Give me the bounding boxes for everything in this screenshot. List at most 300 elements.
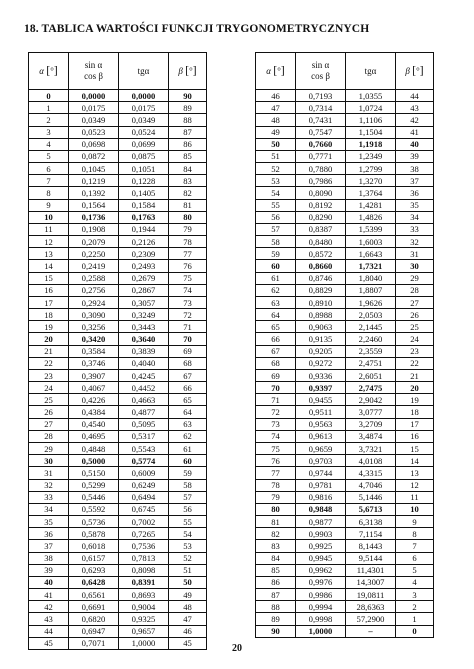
table-row bbox=[256, 491, 434, 503]
cell-beta: 0 bbox=[396, 625, 434, 637]
table-row bbox=[256, 479, 434, 491]
table-row bbox=[256, 187, 434, 199]
cell-alpha: 87 bbox=[256, 589, 296, 601]
table-row bbox=[29, 516, 207, 528]
cell-beta: 90 bbox=[169, 90, 207, 102]
table-row bbox=[29, 430, 207, 442]
cell-tg: 0,6494 bbox=[119, 491, 169, 503]
cell-tg: 0,3839 bbox=[119, 345, 169, 357]
cell-sin: 0,8090 bbox=[296, 187, 346, 199]
cell-alpha: 69 bbox=[256, 369, 296, 381]
cell-alpha: 42 bbox=[29, 601, 69, 613]
cell-sin: 0,2079 bbox=[69, 236, 119, 248]
cell-alpha: 9 bbox=[29, 199, 69, 211]
cell-beta: 70 bbox=[169, 333, 207, 345]
cell-tg: 2,0503 bbox=[346, 309, 396, 321]
cell-sin: 0,5299 bbox=[69, 479, 119, 491]
table-row bbox=[29, 479, 207, 491]
cell-tg: 2,4751 bbox=[346, 357, 396, 369]
cell-tg: 1,4826 bbox=[346, 211, 396, 223]
cell-beta: 33 bbox=[396, 223, 434, 235]
cell-beta: 9 bbox=[396, 516, 434, 528]
cell-sin: 0,6293 bbox=[69, 564, 119, 576]
cell-sin: 0,8829 bbox=[296, 284, 346, 296]
table-row bbox=[29, 260, 207, 272]
cell-tg: 1,9626 bbox=[346, 296, 396, 308]
table-row bbox=[29, 491, 207, 503]
header-alpha-degrees: α [°] bbox=[256, 53, 296, 90]
cell-sin: 0,9613 bbox=[296, 430, 346, 442]
table-row bbox=[256, 455, 434, 467]
header-sin-cos: sin α cos β bbox=[296, 53, 346, 90]
table-row bbox=[256, 540, 434, 552]
cell-sin: 0,0000 bbox=[69, 90, 119, 102]
cell-tg: – bbox=[346, 625, 396, 637]
cell-alpha: 6 bbox=[29, 163, 69, 175]
table-row bbox=[256, 601, 434, 613]
table-row bbox=[256, 369, 434, 381]
cell-alpha: 52 bbox=[256, 163, 296, 175]
cell-tg: 1,0724 bbox=[346, 102, 396, 114]
cell-tg: 0,7536 bbox=[119, 540, 169, 552]
cell-tg: 5,6713 bbox=[346, 503, 396, 515]
cell-alpha: 21 bbox=[29, 345, 69, 357]
cell-beta: 41 bbox=[396, 126, 434, 138]
cell-sin: 0,9976 bbox=[296, 576, 346, 588]
table-row bbox=[256, 345, 434, 357]
cell-sin: 0,9659 bbox=[296, 442, 346, 454]
cell-alpha: 5 bbox=[29, 150, 69, 162]
table-row bbox=[256, 613, 434, 625]
cell-tg: 1,8807 bbox=[346, 284, 396, 296]
cell-alpha: 57 bbox=[256, 223, 296, 235]
table-row bbox=[29, 552, 207, 564]
cell-tg: 0,2679 bbox=[119, 272, 169, 284]
table-row bbox=[29, 345, 207, 357]
cell-tg: 0,5774 bbox=[119, 455, 169, 467]
cell-sin: 0,9998 bbox=[296, 613, 346, 625]
table-row bbox=[29, 114, 207, 126]
cell-sin: 0,7314 bbox=[296, 102, 346, 114]
cell-beta: 26 bbox=[396, 309, 434, 321]
cell-beta: 42 bbox=[396, 114, 434, 126]
cell-sin: 0,8387 bbox=[296, 223, 346, 235]
cell-tg: 2,7475 bbox=[346, 382, 396, 394]
cell-sin: 0,2250 bbox=[69, 248, 119, 260]
cell-alpha: 84 bbox=[256, 552, 296, 564]
cell-alpha: 4 bbox=[29, 138, 69, 150]
cell-beta: 21 bbox=[396, 369, 434, 381]
cell-sin: 0,1392 bbox=[69, 187, 119, 199]
cell-tg: 0,5317 bbox=[119, 430, 169, 442]
cell-beta: 11 bbox=[396, 491, 434, 503]
cell-beta: 10 bbox=[396, 503, 434, 515]
table-row bbox=[256, 430, 434, 442]
cell-sin: 0,4067 bbox=[69, 382, 119, 394]
cell-beta: 50 bbox=[169, 576, 207, 588]
cell-alpha: 18 bbox=[29, 309, 69, 321]
cell-sin: 1,0000 bbox=[296, 625, 346, 637]
table-row bbox=[29, 272, 207, 284]
cell-sin: 0,8660 bbox=[296, 260, 346, 272]
cell-alpha: 51 bbox=[256, 150, 296, 162]
cell-tg: 0,4040 bbox=[119, 357, 169, 369]
cell-tg: 1,1918 bbox=[346, 138, 396, 150]
table-row bbox=[256, 175, 434, 187]
cell-tg: 0,3249 bbox=[119, 309, 169, 321]
cell-beta: 32 bbox=[396, 236, 434, 248]
cell-sin: 0,9272 bbox=[296, 357, 346, 369]
cell-beta: 25 bbox=[396, 321, 434, 333]
cell-alpha: 34 bbox=[29, 503, 69, 515]
cell-beta: 55 bbox=[169, 516, 207, 528]
table-row bbox=[256, 503, 434, 515]
cell-beta: 31 bbox=[396, 248, 434, 260]
cell-sin: 0,9703 bbox=[296, 455, 346, 467]
cell-tg: 19,0811 bbox=[346, 589, 396, 601]
cell-beta: 17 bbox=[396, 418, 434, 430]
cell-tg: 0,4663 bbox=[119, 394, 169, 406]
cell-sin: 0,9816 bbox=[296, 491, 346, 503]
cell-alpha: 8 bbox=[29, 187, 69, 199]
cell-tg: 0,7813 bbox=[119, 552, 169, 564]
cell-alpha: 46 bbox=[256, 90, 296, 102]
table-row bbox=[256, 102, 434, 114]
cell-sin: 0,3584 bbox=[69, 345, 119, 357]
table-row bbox=[29, 467, 207, 479]
table-row bbox=[29, 199, 207, 211]
cell-sin: 0,1736 bbox=[69, 211, 119, 223]
cell-beta: 56 bbox=[169, 503, 207, 515]
cell-alpha: 59 bbox=[256, 248, 296, 260]
cell-beta: 47 bbox=[169, 613, 207, 625]
cell-tg: 1,1504 bbox=[346, 126, 396, 138]
cell-beta: 22 bbox=[396, 357, 434, 369]
cell-tg: 2,9042 bbox=[346, 394, 396, 406]
cell-alpha: 10 bbox=[29, 211, 69, 223]
cell-tg: 0,2493 bbox=[119, 260, 169, 272]
cell-tg: 1,7321 bbox=[346, 260, 396, 272]
cell-alpha: 68 bbox=[256, 357, 296, 369]
cell-sin: 0,6157 bbox=[69, 552, 119, 564]
cell-beta: 40 bbox=[396, 138, 434, 150]
table-row bbox=[29, 150, 207, 162]
cell-sin: 0,9744 bbox=[296, 467, 346, 479]
cell-beta: 63 bbox=[169, 418, 207, 430]
table-row bbox=[29, 576, 207, 588]
cell-sin: 0,9336 bbox=[296, 369, 346, 381]
table-row bbox=[29, 175, 207, 187]
table-row bbox=[256, 211, 434, 223]
cell-tg: 57,2900 bbox=[346, 613, 396, 625]
cell-sin: 0,8988 bbox=[296, 309, 346, 321]
cell-sin: 0,7431 bbox=[296, 114, 346, 126]
header-alpha-degrees: α [°] bbox=[29, 53, 69, 90]
trig-table-left bbox=[28, 52, 207, 650]
cell-beta: 15 bbox=[396, 442, 434, 454]
cell-alpha: 89 bbox=[256, 613, 296, 625]
cell-alpha: 25 bbox=[29, 394, 69, 406]
cell-tg: 1,3764 bbox=[346, 187, 396, 199]
cell-sin: 0,5736 bbox=[69, 516, 119, 528]
cell-sin: 0,5446 bbox=[69, 491, 119, 503]
cell-tg: 0,6009 bbox=[119, 467, 169, 479]
cell-beta: 29 bbox=[396, 272, 434, 284]
cell-sin: 0,7880 bbox=[296, 163, 346, 175]
table-row bbox=[29, 126, 207, 138]
cell-beta: 4 bbox=[396, 576, 434, 588]
table-row bbox=[29, 540, 207, 552]
cell-beta: 79 bbox=[169, 223, 207, 235]
cell-beta: 86 bbox=[169, 138, 207, 150]
cell-beta: 6 bbox=[396, 552, 434, 564]
table-row bbox=[29, 589, 207, 601]
table-row bbox=[29, 625, 207, 637]
cell-sin: 0,6018 bbox=[69, 540, 119, 552]
cell-beta: 13 bbox=[396, 467, 434, 479]
cell-sin: 0,4540 bbox=[69, 418, 119, 430]
table-row bbox=[29, 601, 207, 613]
cell-alpha: 53 bbox=[256, 175, 296, 187]
cell-tg: 7,1154 bbox=[346, 528, 396, 540]
cell-tg: 2,6051 bbox=[346, 369, 396, 381]
cell-tg: 9,5144 bbox=[346, 552, 396, 564]
table-row bbox=[256, 296, 434, 308]
cell-beta: 19 bbox=[396, 394, 434, 406]
cell-beta: 35 bbox=[396, 199, 434, 211]
cell-alpha: 0 bbox=[29, 90, 69, 102]
table-row bbox=[29, 248, 207, 260]
cell-alpha: 22 bbox=[29, 357, 69, 369]
cell-beta: 75 bbox=[169, 272, 207, 284]
cell-sin: 0,3256 bbox=[69, 321, 119, 333]
page-number: 20 bbox=[232, 643, 242, 654]
cell-sin: 0,9962 bbox=[296, 564, 346, 576]
table-row bbox=[256, 236, 434, 248]
cell-beta: 12 bbox=[396, 479, 434, 491]
cell-beta: 8 bbox=[396, 528, 434, 540]
table-row bbox=[256, 248, 434, 260]
cell-alpha: 12 bbox=[29, 236, 69, 248]
cell-beta: 53 bbox=[169, 540, 207, 552]
table-row bbox=[256, 150, 434, 162]
table-row bbox=[29, 187, 207, 199]
cell-sin: 0,5150 bbox=[69, 467, 119, 479]
table-row bbox=[256, 90, 434, 102]
table-row bbox=[256, 625, 434, 637]
cell-beta: 89 bbox=[169, 102, 207, 114]
cell-alpha: 2 bbox=[29, 114, 69, 126]
cell-beta: 78 bbox=[169, 236, 207, 248]
cell-sin: 0,9848 bbox=[296, 503, 346, 515]
cell-sin: 0,0349 bbox=[69, 114, 119, 126]
cell-alpha: 15 bbox=[29, 272, 69, 284]
cell-alpha: 23 bbox=[29, 369, 69, 381]
cell-tg: 1,0000 bbox=[119, 637, 169, 649]
cell-beta: 65 bbox=[169, 394, 207, 406]
cell-tg: 0,9657 bbox=[119, 625, 169, 637]
cell-tg: 4,7046 bbox=[346, 479, 396, 491]
cell-tg: 0,5095 bbox=[119, 418, 169, 430]
table-row bbox=[256, 114, 434, 126]
table-row bbox=[29, 223, 207, 235]
table-row bbox=[256, 382, 434, 394]
cell-alpha: 43 bbox=[29, 613, 69, 625]
cell-beta: 68 bbox=[169, 357, 207, 369]
cell-alpha: 37 bbox=[29, 540, 69, 552]
cell-tg: 0,6745 bbox=[119, 503, 169, 515]
cell-alpha: 32 bbox=[29, 479, 69, 491]
cell-tg: 0,1228 bbox=[119, 175, 169, 187]
cell-beta: 57 bbox=[169, 491, 207, 503]
cell-sin: 0,9925 bbox=[296, 540, 346, 552]
header-tg: tgα bbox=[119, 53, 169, 90]
cell-tg: 0,3057 bbox=[119, 296, 169, 308]
cell-tg: 0,4245 bbox=[119, 369, 169, 381]
cell-sin: 0,2756 bbox=[69, 284, 119, 296]
cell-beta: 51 bbox=[169, 564, 207, 576]
cell-alpha: 30 bbox=[29, 455, 69, 467]
cell-beta: 58 bbox=[169, 479, 207, 491]
cell-beta: 82 bbox=[169, 187, 207, 199]
cell-sin: 0,9205 bbox=[296, 345, 346, 357]
cell-sin: 0,6561 bbox=[69, 589, 119, 601]
cell-beta: 28 bbox=[396, 284, 434, 296]
cell-tg: 0,2126 bbox=[119, 236, 169, 248]
cell-sin: 0,2924 bbox=[69, 296, 119, 308]
cell-sin: 0,8572 bbox=[296, 248, 346, 260]
cell-sin: 0,4695 bbox=[69, 430, 119, 442]
table-row bbox=[256, 357, 434, 369]
cell-sin: 0,0175 bbox=[69, 102, 119, 114]
cell-tg: 1,6003 bbox=[346, 236, 396, 248]
table-row bbox=[256, 126, 434, 138]
cell-beta: 77 bbox=[169, 248, 207, 260]
cell-tg: 0,2867 bbox=[119, 284, 169, 296]
table-row bbox=[256, 260, 434, 272]
cell-beta: 64 bbox=[169, 406, 207, 418]
table-row bbox=[256, 199, 434, 211]
cell-beta: 81 bbox=[169, 199, 207, 211]
cell-alpha: 54 bbox=[256, 187, 296, 199]
cell-alpha: 70 bbox=[256, 382, 296, 394]
cell-alpha: 28 bbox=[29, 430, 69, 442]
cell-tg: 0,2309 bbox=[119, 248, 169, 260]
cell-tg: 6,3138 bbox=[346, 516, 396, 528]
cell-beta: 46 bbox=[169, 625, 207, 637]
cell-sin: 0,6947 bbox=[69, 625, 119, 637]
cell-tg: 0,3443 bbox=[119, 321, 169, 333]
cell-sin: 0,9877 bbox=[296, 516, 346, 528]
header-sin-cos: sin α cos β bbox=[69, 53, 119, 90]
table-row bbox=[256, 528, 434, 540]
cell-beta: 67 bbox=[169, 369, 207, 381]
table-row bbox=[29, 613, 207, 625]
cell-alpha: 64 bbox=[256, 309, 296, 321]
cell-alpha: 73 bbox=[256, 418, 296, 430]
table-row bbox=[29, 296, 207, 308]
cell-tg: 1,4281 bbox=[346, 199, 396, 211]
table-row bbox=[29, 236, 207, 248]
cell-beta: 84 bbox=[169, 163, 207, 175]
table-row bbox=[256, 272, 434, 284]
cell-alpha: 44 bbox=[29, 625, 69, 637]
table-row bbox=[256, 163, 434, 175]
cell-sin: 0,8910 bbox=[296, 296, 346, 308]
cell-beta: 20 bbox=[396, 382, 434, 394]
cell-alpha: 83 bbox=[256, 540, 296, 552]
cell-tg: 3,2709 bbox=[346, 418, 396, 430]
table-row bbox=[29, 333, 207, 345]
cell-alpha: 27 bbox=[29, 418, 69, 430]
table-row bbox=[256, 564, 434, 576]
cell-tg: 3,4874 bbox=[346, 430, 396, 442]
cell-beta: 49 bbox=[169, 589, 207, 601]
cell-beta: 62 bbox=[169, 430, 207, 442]
cell-beta: 87 bbox=[169, 126, 207, 138]
cell-alpha: 88 bbox=[256, 601, 296, 613]
table-row bbox=[29, 309, 207, 321]
cell-beta: 52 bbox=[169, 552, 207, 564]
cell-sin: 0,1564 bbox=[69, 199, 119, 211]
table-body-left bbox=[29, 90, 207, 650]
cell-alpha: 75 bbox=[256, 442, 296, 454]
cell-tg: 0,5543 bbox=[119, 442, 169, 454]
cell-tg: 1,1106 bbox=[346, 114, 396, 126]
cell-sin: 0,9063 bbox=[296, 321, 346, 333]
cell-tg: 0,3640 bbox=[119, 333, 169, 345]
cell-beta: 5 bbox=[396, 564, 434, 576]
cell-beta: 27 bbox=[396, 296, 434, 308]
cell-tg: 0,0349 bbox=[119, 114, 169, 126]
table-row bbox=[256, 138, 434, 150]
cell-sin: 0,0872 bbox=[69, 150, 119, 162]
cell-beta: 85 bbox=[169, 150, 207, 162]
cell-sin: 0,7771 bbox=[296, 150, 346, 162]
table-row bbox=[29, 382, 207, 394]
cell-alpha: 29 bbox=[29, 442, 69, 454]
table-row bbox=[29, 442, 207, 454]
cell-sin: 0,7986 bbox=[296, 175, 346, 187]
cell-sin: 0,9135 bbox=[296, 333, 346, 345]
cell-beta: 74 bbox=[169, 284, 207, 296]
table-row bbox=[29, 102, 207, 114]
cell-tg: 0,4877 bbox=[119, 406, 169, 418]
cell-tg: 0,0000 bbox=[119, 90, 169, 102]
cell-tg: 0,8391 bbox=[119, 576, 169, 588]
header-tg: tgα bbox=[346, 53, 396, 90]
cell-beta: 88 bbox=[169, 114, 207, 126]
cell-tg: 0,1051 bbox=[119, 163, 169, 175]
cell-alpha: 78 bbox=[256, 479, 296, 491]
cell-sin: 0,3907 bbox=[69, 369, 119, 381]
cell-alpha: 58 bbox=[256, 236, 296, 248]
cell-tg: 4,0108 bbox=[346, 455, 396, 467]
cell-alpha: 35 bbox=[29, 516, 69, 528]
table-row bbox=[29, 394, 207, 406]
cell-alpha: 11 bbox=[29, 223, 69, 235]
cell-beta: 37 bbox=[396, 175, 434, 187]
cell-alpha: 72 bbox=[256, 406, 296, 418]
cell-alpha: 7 bbox=[29, 175, 69, 187]
cell-tg: 0,1584 bbox=[119, 199, 169, 211]
cell-alpha: 3 bbox=[29, 126, 69, 138]
cell-alpha: 77 bbox=[256, 467, 296, 479]
cell-tg: 1,2349 bbox=[346, 150, 396, 162]
cell-alpha: 40 bbox=[29, 576, 69, 588]
cell-tg: 3,7321 bbox=[346, 442, 396, 454]
cell-sin: 0,8746 bbox=[296, 272, 346, 284]
